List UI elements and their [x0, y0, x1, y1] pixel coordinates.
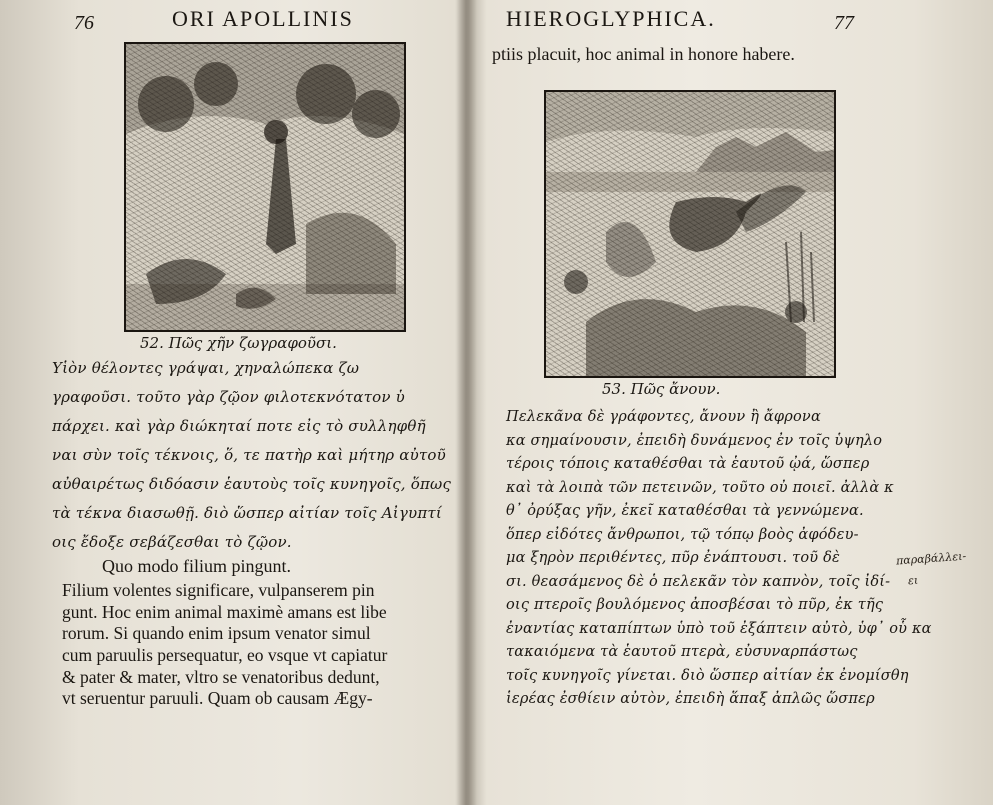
text-line: τὰ τέκνα διασωθῇ. διὸ ὥσπερ αἰτίαν τοῖς Αἰγυπτί: [52, 504, 442, 522]
handwritten-margin-note: παραβάλλει-: [895, 549, 967, 568]
text-line: τέροις τόποις καταθέσθαι τὰ ἑαυτοῦ ᾠά, ὥσπερ: [506, 456, 870, 472]
pelican-fire-scene: [546, 92, 834, 376]
text-line: πάρχει. καὶ γὰρ διώκηταί ποτε εἰς τὸ συλληφθῆ: [52, 417, 426, 435]
text-line: rorum. Si quando enim ipsum venator simul: [62, 623, 371, 644]
text-line: οις ἔδοξε σεβάζεσθαι τὸ ζῷον.: [52, 533, 292, 551]
figure-caption: 52. Πῶς χῆν ζωγραφοῦσι.: [140, 334, 337, 352]
section-title: Quo modo filium pingunt.: [102, 556, 291, 576]
woodcut-illustration-pelican: [544, 90, 836, 378]
latin-text-block: [62, 580, 387, 710]
greek-text-block: [52, 354, 451, 557]
text-line: gunt. Hoc enim animal maximè amans est libe: [62, 601, 387, 622]
running-head: ORI APOLLINIS: [172, 6, 354, 31]
goose-hunter-scene: [126, 44, 404, 330]
page-number: 77: [834, 12, 854, 34]
continuation-line: ptiis placuit, hoc animal in honore habere.: [492, 44, 795, 64]
text-line: οις πτεροῖς βουλόμενος ἀποσβέσαι τὸ πῦρ, ἐκ τῆς: [506, 597, 884, 613]
text-line: Filium volentes significare, vulpanserem pin: [62, 580, 375, 600]
text-line: Πελεκᾶνα δὲ γράφοντες, ἄνουν ἢ ἄφρονα: [506, 409, 821, 425]
text-line: θ᾽ ὀρύξας γῆν, ἐκεῖ καταθέσθαι τὰ γεννώμενα.: [506, 503, 864, 519]
text-line: κα σημαίνουσιν, ἐπειδὴ δυνάμενος ἐν τοῖς ὑψηλο: [506, 432, 883, 449]
text-line: τοῖς κυνηγοῖς γίνεται. διὸ ὥσπερ αἰτίαν ἐκ ἐνομίσθη: [506, 667, 909, 684]
text-line: ὅπερ εἰδότες ἄνθρωποι, τῷ τόπῳ βοὸς ἀφόδευ-: [506, 526, 859, 543]
right-page: [478, 0, 967, 805]
handwritten-margin-note: ει: [907, 573, 919, 588]
woodcut-illustration-fox-goose: [124, 42, 406, 332]
text-line: ἐναντίας καταπίπτων ὑπὸ τοῦ ἐξάπτειν αὐτὸ, ὑφ᾽ οὗ κα: [506, 620, 932, 637]
text-line: ἱερέας ἐσθίειν αὐτὸν, ἐπειδὴ ἅπαξ ἀπλῶς ὥσπερ: [506, 691, 875, 707]
text-line: τακαιόμενα τὰ ἑαυτοῦ πτερὰ, εὐσυναρπάστως: [506, 644, 858, 660]
text-line: σι. θεασάμενος δὲ ὁ πελεκᾶν τὸν καπνὸν, τοῖς ἰδί-: [506, 573, 891, 590]
text-line: Υἱὸν θέλοντες γράψαι, χηναλώπεκα ζω: [52, 359, 360, 377]
text-line: vt seruentur paruuli. Quam ob causam Ægy-: [62, 688, 373, 709]
figure-caption: 53. Πῶς ἄνουν.: [602, 380, 721, 398]
text-line: γραφοῦσι. τοῦτο γὰρ ζῷον φιλοτεκνότατον ὑ: [52, 388, 405, 406]
text-line: μα ξηρὸν περιθέντες, πῦρ ἐνάπτουσι. τοῦ δὲ: [506, 550, 841, 566]
greek-text-block: [506, 406, 932, 712]
text-line: cum paruulis persequatur, eo vsque vt capiatur: [62, 645, 388, 666]
text-line: & pater & mater, vltro se venatoribus dedunt,: [62, 666, 380, 687]
left-page: [40, 0, 460, 805]
text-line: ναι σὺν τοῖς τέκνοις, ὅ, τε πατὴρ καὶ μήτηρ αὐτοῦ: [52, 446, 446, 464]
text-line: καὶ τὰ λοιπὰ τῶν πετεινῶν, τοῦτο οὐ ποιεῖ. ἀλλὰ κ: [506, 479, 894, 496]
page-number: 76: [74, 12, 94, 34]
text-line: αὐθαιρέτως διδόασιν ἑαυτοὺς τοῖς κυνηγοῖς, ὅπως: [52, 475, 452, 493]
running-head: HIEROGLYPHICA.: [506, 6, 716, 31]
